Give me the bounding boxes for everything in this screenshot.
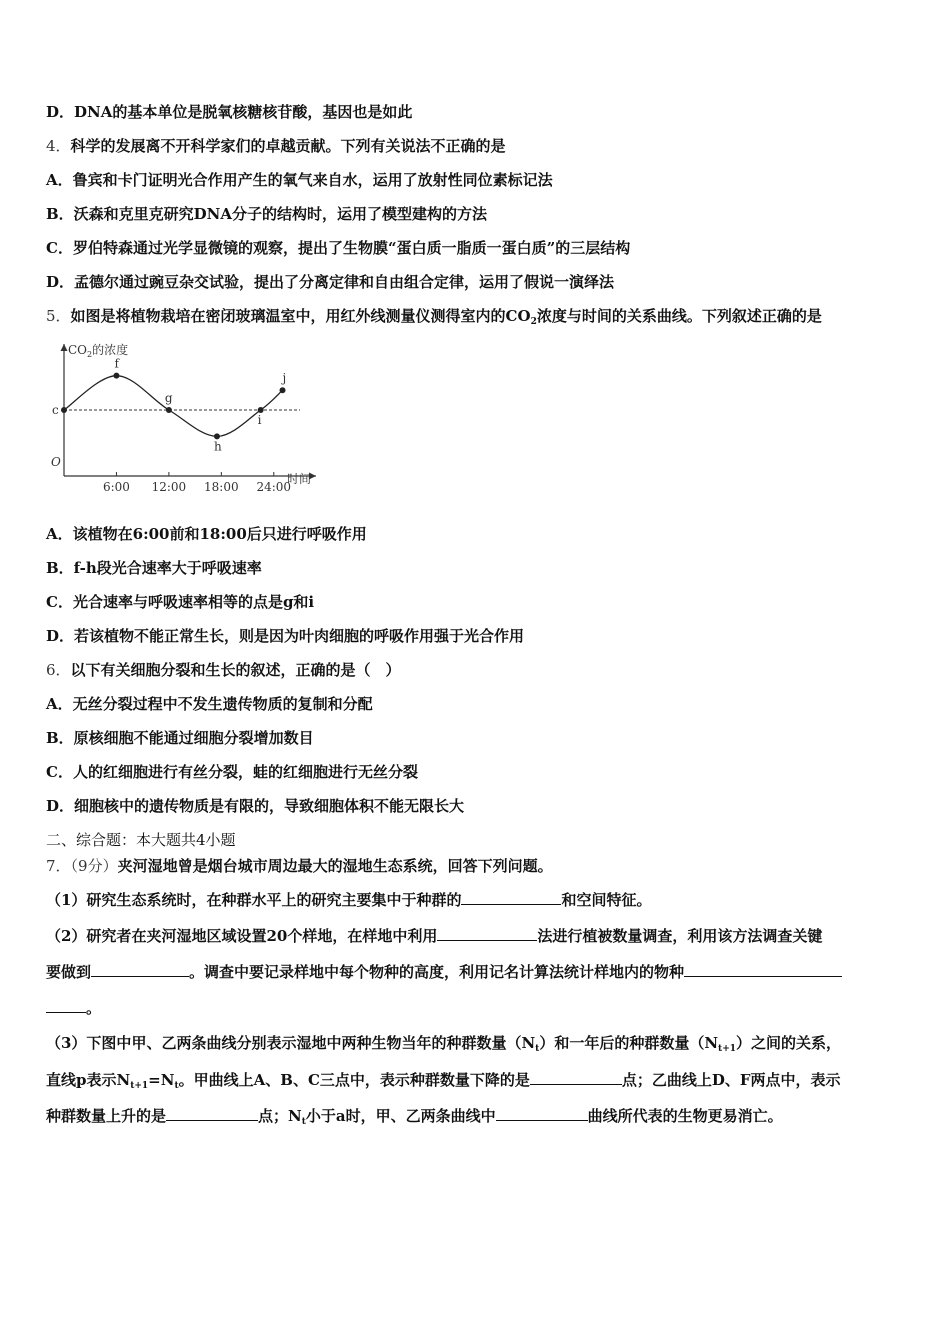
part-text: =N [148,1071,175,1089]
point-label-j: j [282,371,287,386]
part-text: 小于a时，甲、乙两条曲线中 [305,1107,496,1125]
point-label-c: c [52,403,59,417]
q4-option-a: A．鲁宾和卡门证明光合作用产生的氧气来自水，运用了放射性同位素标记法 [46,171,553,189]
q7-part-1 [46,889,908,910]
question-text: 浓度与时间的关系曲线。下列叙述正确的是 [536,307,822,325]
q7-part-3-line-3 [46,1105,908,1126]
origin-label: O [51,455,61,469]
question-6-stem [46,660,908,680]
question-number: 7．（9分） [46,857,118,875]
subscript: t+1 [130,1081,149,1091]
point-g [166,407,172,413]
subscript: t [174,1081,179,1091]
part-text: 曲线所代表的生物更易消亡。 [587,1107,783,1125]
subscript: 2 [530,317,537,327]
part-text: ）和一年后的种群数量（N [539,1034,719,1052]
subscript: t+1 [718,1044,737,1054]
answer-blank[interactable] [684,961,842,977]
part-text: 。甲曲线上A、B、C三点中，表示种群数量下降的是 [178,1071,530,1089]
part-text: 点；乙曲线上D、F两点中，表示 [621,1071,841,1089]
q3-option-d: D．DNA的基本单位是脱氧核糖核苷酸，基因也是如此 [46,103,413,121]
q6-option-b: B．原核细胞不能通过细胞分裂增加数目 [46,729,314,747]
question-text: 以下有关细胞分裂和生长的叙述，正确的是（ ） [70,661,401,679]
part-text: （2）研究者在夹河湿地区域设置20个样地，在样地中利用 [46,927,438,945]
co2-concentration-chart [44,336,334,496]
co2-curve [64,376,283,437]
question-5-stem [46,306,908,326]
question-number: 5． [46,307,71,325]
point-label-h: h [213,439,222,454]
question-4-stem [46,136,908,156]
x-tick-label: 6:00 [102,479,130,494]
answer-blank[interactable] [437,925,537,941]
question-text: 科学的发展离不开科学家们的卓越贡献。下列有关说法不正确的是 [70,137,506,155]
answer-blank[interactable] [91,961,189,977]
point-label-f: f [114,356,119,371]
q7-part-3-line-1 [46,1033,908,1053]
q6-option-d: D．细胞核中的遗传物质是有限的，导致细胞体积不能无限长大 [46,797,465,815]
subscript: t [535,1044,540,1054]
q6-option-c: C．人的红细胞进行有丝分裂，蛙的红细胞进行无丝分裂 [46,763,418,781]
question-7-stem [46,856,908,876]
answer-blank[interactable] [461,889,561,905]
q5-option-b: B．f-h段光合速率大于呼吸速率 [46,559,262,577]
q6-option-a: A．无丝分裂过程中不发生遗传物质的复制和分配 [46,695,373,713]
subscript: t [301,1117,306,1127]
point-f [113,373,119,379]
question-text: 如图是将植物栽培在密闭玻璃温室中，用红外线测量仪测得室内的CO [70,307,531,325]
q7-part-2-line-1 [46,925,908,946]
x-tick-label: 18:00 [204,479,239,494]
part-text: 种群数量上升的是 [46,1107,167,1125]
point-j [280,387,286,393]
q4-option-d: D．孟德尔通过豌豆杂交试验，提出了分离定律和自由组合定律，运用了假说一演绎法 [46,273,615,291]
answer-blank[interactable] [166,1105,258,1121]
q5-option-a: A．该植物在6:00前和18:00后只进行呼吸作用 [46,525,367,543]
answer-blank[interactable] [530,1069,622,1085]
point-c [61,407,67,413]
part-text: 。调查中要记录样地中每个物种的高度，利用记名计算法统计样地内的物种 [189,963,685,981]
q5-option-c: C．光合速率与呼吸速率相等的点是g和i [46,593,315,611]
part-text: 。 [86,999,102,1017]
part-text: （1）研究生态系统时，在种群水平上的研究主要集中于种群的 [46,891,462,909]
q7-part-2-line-3 [46,997,908,1018]
answer-blank[interactable] [496,1105,588,1121]
y-axis-label: $CO_2$的浓度 [68,343,129,359]
q4-option-b: B．沃森和克里克研究DNA分子的结构时，运用了模型建构的方法 [46,205,488,223]
section-2-title: 二、综合题：本大题共4小题 [46,831,236,849]
question-number: 6． [46,661,71,679]
part-text: 法进行植被数量调查，利用该方法调查关键 [537,927,823,945]
part-text: ）之间的关系， [736,1034,842,1052]
x-tick-label: 12:00 [151,479,187,494]
q5-option-d: D．若该植物不能正常生长，则是因为叶肉细胞的呼吸作用强于光合作用 [46,627,525,645]
answer-blank[interactable] [46,997,86,1013]
question-text: 夹河湿地曾是烟台城市周边最大的湿地生态系统，回答下列问题。 [117,857,553,875]
part-text: 要做到 [46,963,92,981]
q7-part-3-line-2 [46,1069,908,1090]
q7-part-2-line-2 [46,961,908,982]
part-text: 点；N [258,1107,302,1125]
part-text: 和空间特征。 [561,891,652,909]
part-text: （3）下图中甲、乙两条曲线分别表示湿地中两种生物当年的种群数量（N [46,1034,536,1052]
point-label-i: i [257,413,262,427]
part-text: 直线p表示N [46,1071,131,1089]
x-axis-label: 时间 [287,472,312,486]
q4-option-c: C．罗伯特森通过光学显微镜的观察，提出了生物膜“蛋白质一脂质一蛋白质”的三层结构 [46,239,631,257]
point-label-g: g [164,391,173,405]
x-tick-label: 24:00 [256,479,292,494]
question-number: 4． [46,137,71,155]
